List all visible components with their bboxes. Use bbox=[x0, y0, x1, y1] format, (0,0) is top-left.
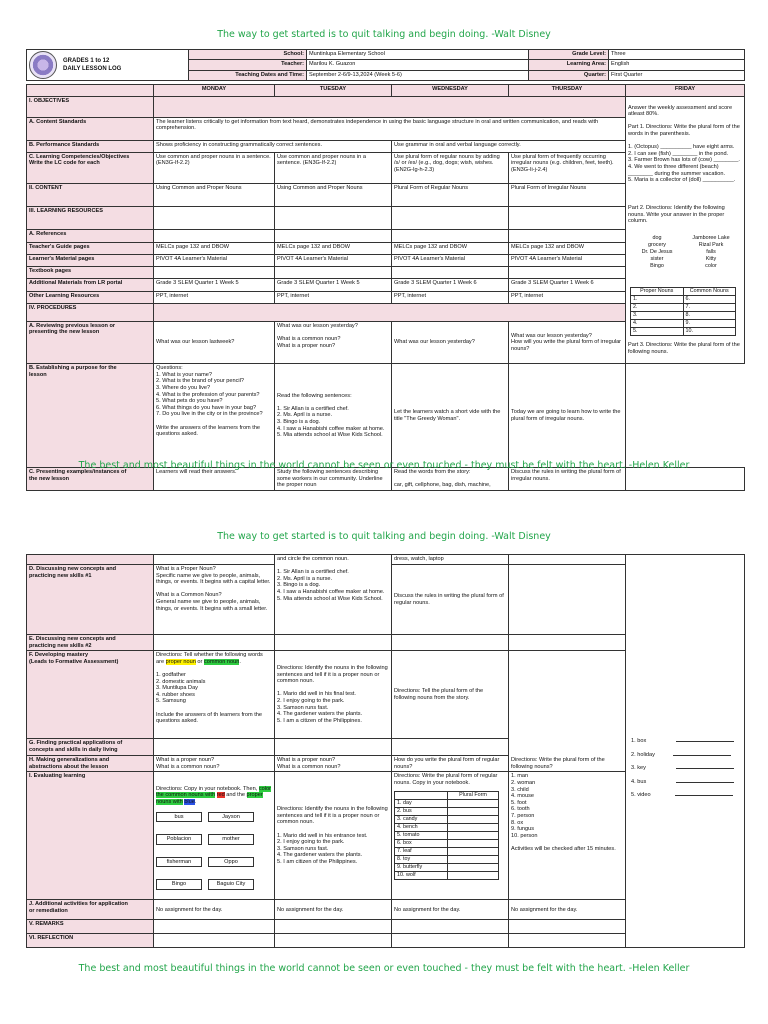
mastery-thursday: Directions: Write the plural form of the following nouns? bbox=[509, 651, 626, 772]
dates-value: September 2-6/9-13,2024 (Week 5-6) bbox=[307, 70, 529, 80]
friday-assessment bbox=[626, 97, 745, 364]
plural-item: 6. box bbox=[395, 839, 448, 847]
quote-top: The way to get started is to quit talking and begin doing. -Walt Disney bbox=[217, 29, 551, 40]
noun-box: fisherman bbox=[156, 857, 202, 868]
lm-wednesday: PIVOT 4A Learner's Material bbox=[392, 254, 509, 266]
competency-tuesday: Use common and proper nouns in a sentence. (EN3G-If-2.2) bbox=[275, 152, 392, 183]
lr-monday: Grade 3 SLEM Quarter 1 Week 5 bbox=[154, 279, 275, 291]
performance-standards-wth: Use grammar in oral and verbal language correctly. bbox=[392, 140, 626, 152]
friday-plural-item: 1. box bbox=[631, 738, 647, 744]
procedures-label: IV. PROCEDURES bbox=[27, 303, 154, 321]
evaluation-thursday: 1. man 2. woman 3. child 4. mouse 5. foot 6. tooth 7. person 8. ox 9. fungus 10. person Activities will be checked after 15 minutes. bbox=[509, 772, 626, 900]
plural-item: 2. bus bbox=[395, 807, 448, 815]
quarter-label: Quarter: bbox=[529, 70, 609, 80]
header-title-2: DAILY LESSON LOG bbox=[63, 66, 122, 72]
answer-slot: 3. bbox=[631, 311, 684, 319]
mastery-label: F. Developing mastery (Leads to Formative Assessment) bbox=[27, 651, 154, 739]
school-label: School: bbox=[189, 50, 307, 60]
day-thursday: THURSDAY bbox=[509, 85, 626, 97]
evaluation-tuesday: Directions: Identify the nouns in the following sentences and tell if it is a proper noun or common noun. 1. Mario did well in his entrance test. 2. I enjoy going to the park. 3. Samson runs fast. 4. The gardener waters the plants. 5. I am citizen of the Philippines. bbox=[275, 772, 392, 900]
highlight-blue: blue bbox=[184, 798, 195, 805]
other-thursday: PPT, internet bbox=[509, 291, 626, 303]
content-tuesday: Using Common and Proper Nouns bbox=[275, 183, 392, 206]
plural-item: 4. bench bbox=[395, 823, 448, 831]
word-bank-item: grocery bbox=[648, 242, 666, 249]
day-friday: FRIDAY bbox=[626, 85, 745, 97]
tg-wednesday: MELCs page 132 and DBOW bbox=[392, 242, 509, 254]
header-title-1: GRADES 1 to 12 bbox=[63, 58, 110, 64]
lm-thursday: PIVOT 4A Learner's Material bbox=[509, 254, 626, 266]
noun-box: Oppo bbox=[208, 857, 254, 868]
other-tuesday: PPT, internet bbox=[275, 291, 392, 303]
purpose-tuesday: Read the following sentences: 1. Sir Allan is a certified chef. 2. Ms. April is a nurse. 3. Bingo is a dog. 4. I saw a Hanabishi coffee maker at home. 5. Mia attends school at Wise Kids School. bbox=[275, 364, 392, 468]
friday-part-1: Part 1. Directions: Write the plural form of the words in the parenthesis. 1. (Octopus) __________ have eight arms. 2. I can see (fish) ________ in the pond. 3. Farmer Brown has lots of (cow) ________. 4. We went to three different (beach) ________ during the summer vacation. 5. Maria is a collector of (doll) __________. bbox=[628, 124, 740, 184]
tg-thursday: MELCs page 132 and DBOW bbox=[509, 242, 626, 254]
plural-form-header: Plural Form bbox=[448, 791, 499, 799]
competency-monday: Use common and proper nouns in a sentence. (EN3G-If-2.2) bbox=[154, 152, 275, 183]
performance-standards-label: B. Performance Standards bbox=[27, 140, 154, 152]
plural-item: 3. candy bbox=[395, 815, 448, 823]
evaluation-wednesday-text: Directions: Write the plural form of regular nouns. Copy in your notebook. bbox=[394, 773, 498, 786]
quote-top-page-2: The way to get started is to quit talking and begin doing. -Walt Disney bbox=[217, 531, 551, 542]
references-label: A. References bbox=[27, 229, 154, 242]
noun-box: Jayson bbox=[208, 812, 254, 823]
presenting-label: C. Presenting examples/instances of the new lesson bbox=[27, 468, 154, 491]
review-thursday: What was our lesson yesterday? How will you write the plural form of irregular nouns? bbox=[509, 321, 626, 363]
lm-tuesday: PIVOT 4A Learner's Material bbox=[275, 254, 392, 266]
friday-plural-item: 4. bus bbox=[631, 778, 647, 785]
content-standards-label: A. Content Standards bbox=[27, 117, 154, 140]
assignment-thursday: No assignment for the day. bbox=[509, 900, 626, 920]
evaluation-period: . bbox=[194, 798, 197, 805]
word-bank-item: color bbox=[705, 263, 717, 270]
noun-box: Baguio City bbox=[208, 879, 254, 890]
mastery-monday-list: . 1. godfather 2. domestic animals 3. Muntilupa Day 4. rubber shoes 5. Samsung Include the answers of th learners from the questions asked. bbox=[156, 658, 263, 725]
word-bank-item: sister bbox=[650, 256, 664, 263]
friday-part-2: Part 2. Directions: Identify the following nouns. Write your answer in the proper column. bbox=[628, 204, 725, 225]
purpose-label: B. Establishing a purpose for the lesson bbox=[27, 364, 154, 468]
present-wednesday: Read the words from the story: car, gift, cellphone, bag, dish, machine, bbox=[392, 468, 509, 491]
other-wednesday: PPT, internet bbox=[392, 291, 509, 303]
word-bank-item: Jamboree Lake bbox=[692, 235, 730, 242]
content-standards: The learner listens critically to get information from text heard, demonstrates independence in using the basic language structure in oral and written communication, and reads with comprehension. bbox=[154, 117, 626, 140]
content-monday: Using Common and Proper Nouns bbox=[154, 183, 275, 206]
deped-seal-icon bbox=[29, 51, 57, 79]
plural-item: 5. tomato bbox=[395, 831, 448, 839]
word-bank-item: dog bbox=[652, 235, 662, 242]
dates-label: Teaching Dates and Time: bbox=[189, 70, 307, 80]
mastery-monday-or: or bbox=[195, 658, 204, 665]
teacher-label: Teacher: bbox=[189, 60, 307, 70]
answer-slot: 8. bbox=[683, 311, 736, 319]
friday-noun-columns bbox=[630, 287, 736, 336]
plural-item: 9. butterfly bbox=[395, 863, 448, 871]
plural-item: 1. day bbox=[395, 799, 448, 807]
header-logo-cell bbox=[27, 50, 189, 81]
resources-label: III. LEARNING RESOURCES bbox=[27, 206, 154, 229]
quote-bottom-page-2: The best and most beautiful things in the world cannot be seen or even touched - they must be felt with the heart. -Helen Keller bbox=[78, 963, 690, 974]
lr-tuesday: Grade 3 SLEM Quarter 1 Week 5 bbox=[275, 279, 392, 291]
highlight-proper-noun: proper noun bbox=[165, 658, 196, 665]
lr-portal-label: Additional Materials from LR portal bbox=[27, 279, 154, 291]
friday-plural-item: 5. video bbox=[631, 792, 651, 799]
other-monday: PPT, internet bbox=[154, 291, 275, 303]
plural-item: 10. wolf bbox=[395, 871, 448, 879]
evaluating-label: I. Evaluating learning bbox=[27, 772, 154, 900]
answer-slot: 2. bbox=[631, 303, 684, 311]
word-bank-item: Rizal Park bbox=[698, 242, 724, 249]
noun-box: mother bbox=[208, 834, 254, 845]
tuesday-continued: and circle the common noun. 1. Sir Allan is a certified chef. 2. Ms. April is a nurse. 3. Bingo is a dog. 4. I saw a Hanabishi coffee maker at home. 5. Mia attends school at Wise Kids School. bbox=[275, 555, 392, 635]
purpose-monday: Questions: 1. What is your name? 2. What is the brand of your pencil? 3. Where do you live? 4. What is the profession of your parents? 5. What pets do you have? 6. What things do you have in your bag? 7. Do you live in the city or in the province? Write the answers of the learners from the questions asked. bbox=[154, 364, 275, 468]
noun-box: Poblacion bbox=[156, 834, 202, 845]
answer-slot: 6. bbox=[683, 295, 736, 303]
purpose-wednesday: Let the learners watch a short vide with the title "The Greedy Woman". bbox=[392, 364, 509, 468]
answer-slot: 9. bbox=[683, 319, 736, 327]
friday-word-bank bbox=[630, 235, 738, 270]
friday-plural-list bbox=[631, 738, 739, 806]
friday-plural-item: 2. holiday bbox=[631, 751, 655, 758]
grade-label: Grade Level: bbox=[529, 50, 609, 60]
mastery-tuesday: Directions: Identify the nouns in the following sentences and tell if it is a proper noun or common noun. 1. Mario did well in his final test. 2. I enjoy going to the park. 3. Samson runs fast. 4. The gardener waters the plants. 5. I am a citizen of the Philippines. bbox=[275, 651, 392, 739]
remarks-label: V. REMARKS bbox=[27, 920, 154, 934]
review-tuesday: What was our lesson yesterday? What is a common noun? What is a proper noun? bbox=[275, 321, 392, 363]
generalizations-label: H. Making generalizations and abstractions about the lesson bbox=[27, 756, 154, 772]
lr-wednesday: Grade 3 SLEM Quarter 1 Week 6 bbox=[392, 279, 509, 291]
word-bank-item: Dr. De Jesus bbox=[641, 249, 673, 256]
review-monday: What was our lesson lastweek? bbox=[154, 321, 275, 363]
wednesday-continued: dress, watch, laptop bbox=[392, 555, 509, 565]
highlight-proper-nouns-with: proper nouns with bbox=[156, 792, 263, 805]
plural-item: 7. leaf bbox=[395, 847, 448, 855]
friday-plural-item: 3. key bbox=[631, 765, 646, 772]
lr-thursday: Grade 3 SLEM Quarter 1 Week 6 bbox=[509, 279, 626, 291]
applications-label: G. Finding practical applications of concepts and skills in daily living bbox=[27, 739, 154, 756]
present-tuesday: Study the following sentences describing some workers in our community. Underline the proper noun bbox=[275, 468, 392, 491]
friday-part-3: Part 3. Directions: Write the plural form of the following nouns. bbox=[628, 342, 740, 356]
lesson-table-page-1 bbox=[26, 84, 744, 491]
textbook-label: Textbook pages bbox=[27, 267, 154, 279]
friday-top-text: Answer the weekly assessment and score atleast 80%. bbox=[628, 104, 733, 118]
answer-slot: 4. bbox=[631, 319, 684, 327]
discussing-2-label: E. Discussing new concepts and practicing new skills #2 bbox=[27, 635, 154, 651]
assignment-tuesday: No assignment for the day. bbox=[275, 900, 392, 920]
mastery-monday bbox=[154, 651, 275, 739]
evaluation-wednesday bbox=[392, 772, 509, 900]
present-monday: Learners will read their answers. bbox=[154, 468, 275, 491]
assignment-wednesday: No assignment for the day. bbox=[392, 900, 509, 920]
learners-material-label: Learner's Material pages bbox=[27, 254, 154, 266]
highlight-red: red bbox=[216, 792, 225, 799]
generalization-monday: What is a proper noun? What is a common noun? bbox=[154, 756, 275, 772]
highlight-common-noun: common noun bbox=[203, 658, 240, 665]
plural-form-table bbox=[394, 791, 499, 880]
other-resources-label: Other Learning Resources bbox=[27, 291, 154, 303]
word-bank-item: Kitty bbox=[705, 256, 717, 263]
additional-activities-label: J. Additional activities for application or remediation bbox=[27, 900, 154, 920]
evaluation-monday bbox=[154, 772, 275, 900]
tg-monday: MELCs page 132 and DBOW bbox=[154, 242, 275, 254]
discussing-1-wednesday: Discuss the rules in writing the plural form of regular nouns. bbox=[392, 565, 509, 635]
teachers-guide-label: Teacher's Guide pages bbox=[27, 242, 154, 254]
lm-monday: PIVOT 4A Learner's Material bbox=[154, 254, 275, 266]
teacher-value: Marilou K. Guazon bbox=[307, 60, 529, 70]
word-bank-item: Bingo bbox=[650, 263, 664, 270]
noun-box: Bingo bbox=[156, 879, 202, 890]
present-thursday: Discuss the rules in writing the plural form of irregular nouns. bbox=[509, 468, 626, 491]
answer-slot: 5. bbox=[631, 327, 684, 335]
answer-slot: 1. bbox=[631, 295, 684, 303]
review-wednesday: What was our lesson yesterday? bbox=[392, 321, 509, 363]
word-bank-item: falls bbox=[706, 249, 716, 256]
objectives-label: I. OBJECTIVES bbox=[27, 97, 154, 118]
competency-wednesday: Use plural form of regular nouns by adding /s/ or /es/ (e.g., dog, dogs; wish, wishes. (EN2G-Ig-h-2.3) bbox=[392, 152, 509, 183]
tg-tuesday: MELCs page 132 and DBOW bbox=[275, 242, 392, 254]
day-monday: MONDAY bbox=[154, 85, 275, 97]
mastery-wednesday: Directions: Tell the plural form of the following nouns from the story. bbox=[392, 651, 509, 739]
area-value: English bbox=[609, 60, 745, 70]
generalization-tuesday: What is a proper noun? What is a common noun? bbox=[275, 756, 392, 772]
day-wednesday: WEDNESDAY bbox=[392, 85, 509, 97]
answer-slot: 7. bbox=[683, 303, 736, 311]
content-wednesday: Plural Form of Regular Nouns bbox=[392, 183, 509, 206]
competency-thursday: Use plural form of frequently occurring irregular nouns (e.g. children, feet, teeth). (EN3G-Ii-j-2.4) bbox=[509, 152, 626, 183]
evaluation-monday-text: Directions: Copy in your notebook. Then, bbox=[156, 785, 259, 792]
area-label: Learning Area: bbox=[529, 60, 609, 70]
assignment-monday: No assignment for the day. bbox=[154, 900, 275, 920]
discussing-1-label: D. Discussing new concepts and practicing new skills #1 bbox=[27, 565, 154, 635]
col-proper-nouns: Proper Nouns bbox=[631, 287, 684, 295]
quote-bottom: The best and most beautiful things in the world cannot be seen or even touched - they must be felt with the heart. -Helen Keller bbox=[78, 460, 690, 471]
day-tuesday: TUESDAY bbox=[275, 85, 392, 97]
performance-standards-mt: Shows proficiency in constructing grammatically correct sentences. bbox=[154, 140, 392, 152]
discussing-1-monday: What is a Proper Noun? Specific name we give to people, animals, things, or events. It begins with a capital letter. What is a Common Noun? General name we give to people, animals, things, or events. It begins with a small letter. bbox=[154, 565, 275, 635]
school-value: Muntinlupa Elementary School bbox=[307, 50, 529, 60]
answer-slot: 10. bbox=[683, 327, 736, 335]
highlight-common-nouns-with: color the common nouns with bbox=[156, 785, 271, 799]
grade-value: Three bbox=[609, 50, 745, 60]
corner-cell bbox=[27, 85, 154, 97]
mastery-monday-text: Directions: Tell whether the following words are bbox=[156, 652, 263, 665]
evaluation-and: and the bbox=[224, 792, 247, 799]
content-label: II. CONTENT bbox=[27, 183, 154, 206]
content-thursday: Plural Form of Irregular Nouns bbox=[509, 183, 626, 206]
reflection-label: VI. REFLECTION bbox=[27, 934, 154, 948]
col-common-nouns: Common Nouns bbox=[683, 287, 736, 295]
quarter-value: First Quarter bbox=[609, 70, 745, 80]
review-label: A. Reviewing previous lesson or presenting the new lesson bbox=[27, 321, 154, 363]
purpose-thursday: Today we are going to learn how to write the plural form of irregular nouns. bbox=[509, 364, 626, 468]
header-block bbox=[26, 49, 744, 81]
noun-box: bus bbox=[156, 812, 202, 823]
plural-item: 8. toy bbox=[395, 855, 448, 863]
competencies-label: C. Learning Competencies/Objectives Write the LC code for each bbox=[27, 152, 154, 183]
generalization-wednesday: How do you write the plural form of regular nouns? bbox=[392, 756, 509, 772]
